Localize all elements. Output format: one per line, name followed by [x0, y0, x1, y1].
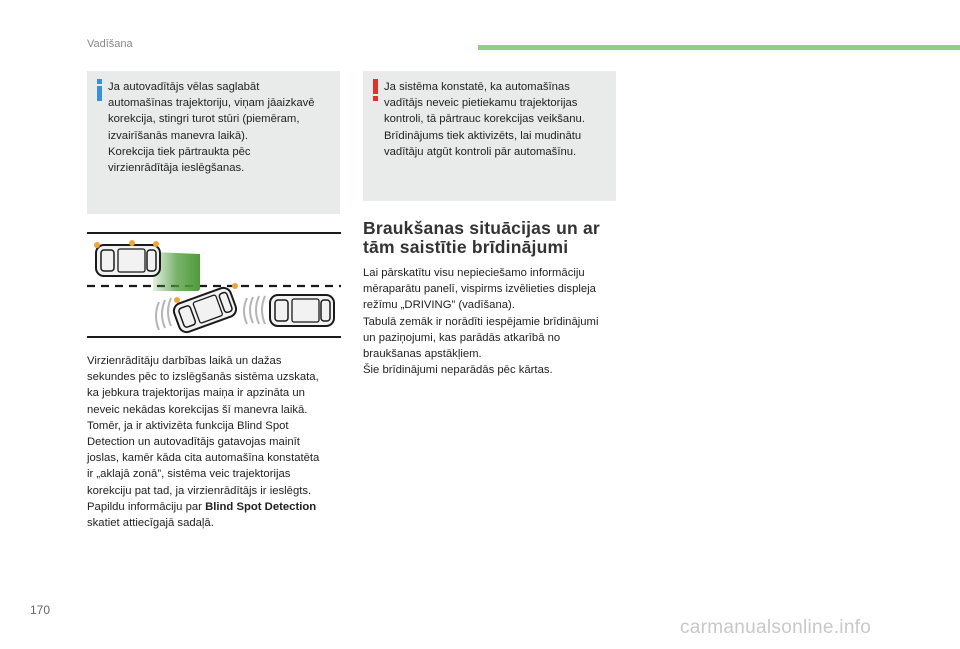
- warning-note-line: vadītāju atgūt kontroli pār automašīnu.: [384, 145, 577, 158]
- indicator-light: [129, 240, 135, 246]
- info-note-line: korekcija, stingri turot stūri (piemēram,: [108, 113, 300, 126]
- section-body-line: Lai pārskatītu visu nepieciešamo informāciju: [363, 267, 585, 279]
- info-icon: [94, 79, 106, 101]
- indicator-light: [94, 242, 100, 248]
- body-line: ir „aklajā zonā”, sistēma veic trajektorijas: [87, 468, 291, 481]
- body-line: sekundes pēc to izslēgšanās sistēma uzskata,: [87, 371, 319, 384]
- main-body-text: [87, 353, 343, 531]
- indicator-light: [174, 297, 180, 303]
- indicator-light: [232, 283, 238, 289]
- section-body-line: braukšanas apstākļiem.: [363, 348, 482, 361]
- section-title-line: Braukšanas situācijas un ar: [363, 218, 600, 238]
- exclamation-icon: [370, 79, 382, 101]
- section-body: [363, 265, 625, 378]
- warning-note-line: Brīdinājums tiek aktivizēts, lai mudinātu: [384, 129, 582, 142]
- warning-note: [363, 71, 616, 201]
- section-body-line: mēraparātu panelī, vispirms izvēlieties displeja: [363, 283, 596, 296]
- warning-note-line: Ja sistēma konstatē, ka automašīnas: [384, 81, 570, 93]
- indicator-light: [153, 241, 159, 247]
- body-line: ka jebkura trajektorijas maiņa ir apzināta un: [87, 387, 305, 400]
- body-line: Detection un autovadītājs gatavojas mainīt: [87, 436, 300, 449]
- page-number: 170: [30, 603, 51, 617]
- page-header-title: Vadīšana: [87, 38, 133, 50]
- info-note-line: Ja autovadītājs vēlas saglabāt: [108, 81, 260, 93]
- info-note-line: virzienrādītāja ieslēgšanas.: [108, 162, 245, 175]
- info-note-line: Korekcija tiek pārtraukta pēc: [108, 145, 251, 158]
- warning-note-text: [384, 79, 612, 160]
- body-line: joslas, kamēr kāda cita automašīna konstatēta: [87, 452, 320, 465]
- body-line-with-term: [87, 499, 343, 515]
- watermark: carmanualsonline.info: [680, 617, 872, 638]
- car-changing-lane: [172, 286, 239, 335]
- header-accent-bar: [478, 45, 960, 50]
- body-line: Tomēr, ja ir aktivizēta funkcija Blind Spot: [87, 419, 289, 432]
- info-note-text: [108, 79, 336, 176]
- body-line: Virzienrādītāju darbības laikā un dažas: [87, 355, 282, 367]
- body-line: skatiet attiecīgajā sadaļā.: [87, 517, 214, 530]
- info-note-line: izvairīšanās manevra laikā).: [108, 129, 249, 142]
- lane-change-diagram: [87, 232, 341, 338]
- body-line: korekciju pat tad, ja virzienrādītājs ir ieslēgts.: [87, 484, 312, 497]
- body-line-prefix: Papildu informāciju par: [87, 500, 206, 513]
- section-body-line: režīmu „DRIVING” (vadīšana).: [363, 299, 515, 312]
- car-left-lane: [96, 245, 160, 276]
- info-note: [87, 71, 340, 214]
- warning-note-line: vadītājs neveic pietiekamu trajektorijas: [384, 97, 578, 110]
- motion-trail: [244, 296, 265, 324]
- info-note-line: automašīnas trajektoriju, viņam jāaizkavē: [108, 97, 315, 110]
- section-body-line: Šie brīdinājumi neparādās pēc kārtas.: [363, 364, 553, 377]
- motion-trail: [156, 298, 171, 330]
- body-line: neveic nekādas korekcijas šī manevra laikā.: [87, 403, 308, 416]
- warning-note-line: kontroli, tā pārtrauc korekcijas veikšanu.: [384, 113, 585, 126]
- section-body-line: un paziņojumi, kas parādās atkarībā no: [363, 331, 561, 344]
- section-title-line: tām saistītie brīdinājumi: [363, 237, 569, 257]
- section-title: [363, 219, 623, 257]
- blind-spot-term: Blind Spot Detection: [205, 500, 317, 513]
- section-body-line: Tabulā zemāk ir norādīti iespējamie brīdinājumi: [363, 315, 599, 328]
- car-right-lane: [270, 295, 334, 326]
